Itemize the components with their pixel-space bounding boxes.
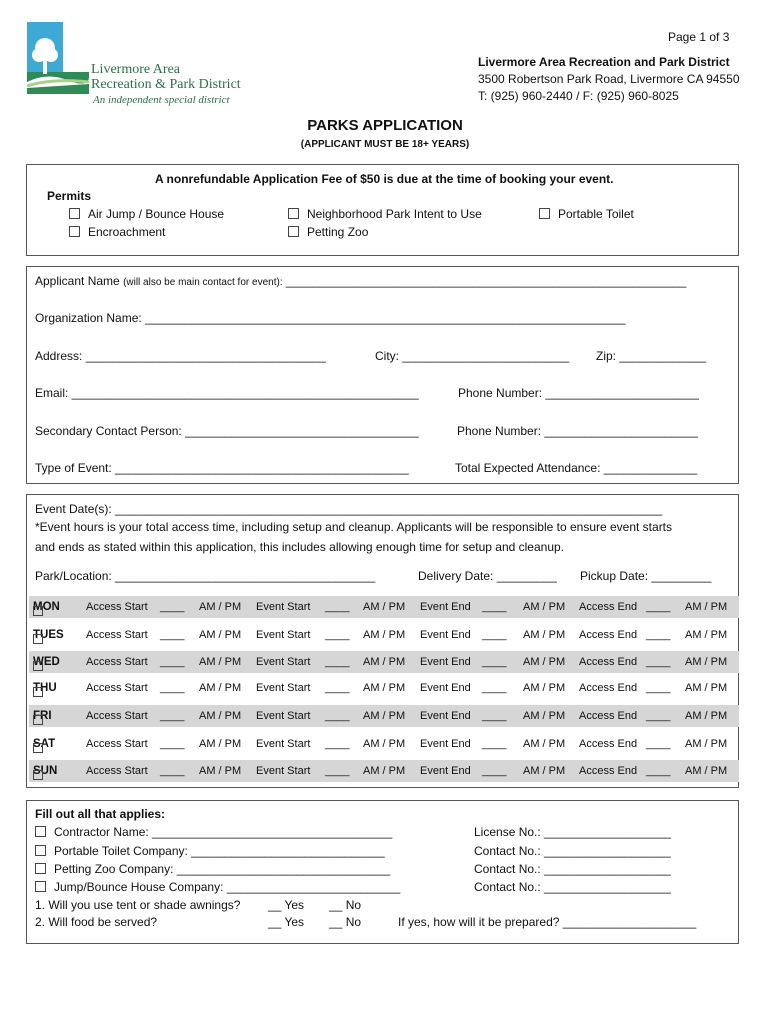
time-label: Event End bbox=[420, 656, 471, 668]
checkbox[interactable] bbox=[35, 863, 46, 874]
day-checkbox-wed[interactable]: WED bbox=[33, 656, 60, 668]
food-prep-field[interactable]: If yes, how will it be prepared? ____________________ bbox=[398, 915, 697, 929]
time-label: Event Start bbox=[256, 601, 311, 613]
schedule-row-mon bbox=[29, 596, 739, 618]
time-label: Event End bbox=[420, 629, 471, 641]
time-blank[interactable]: ____ bbox=[482, 682, 507, 694]
time-label: Access Start bbox=[86, 682, 148, 694]
day-checkbox-mon[interactable]: MON bbox=[33, 601, 60, 613]
time-blank[interactable]: ____ bbox=[160, 629, 185, 641]
attendance-field[interactable]: Total Expected Attendance: ______________ bbox=[455, 461, 698, 475]
page-title: PARKS APPLICATION bbox=[307, 117, 463, 134]
district-name: Livermore Area Recreation and Park District bbox=[478, 55, 730, 69]
time-blank[interactable]: ____ bbox=[646, 710, 671, 722]
time-blank[interactable]: ____ bbox=[646, 682, 671, 694]
ampm-label: AM / PM bbox=[199, 682, 242, 694]
time-label: Access End bbox=[579, 710, 638, 722]
applicant-name-field[interactable]: Applicant Name (will also be main contact for event): ____________________________________________________________ bbox=[35, 274, 687, 288]
question-tent: 1. Will you use tent or shade awnings? bbox=[35, 898, 241, 912]
time-label: Event End bbox=[420, 682, 471, 694]
time-blank[interactable]: ____ bbox=[646, 765, 671, 777]
time-label: Access End bbox=[579, 656, 638, 668]
time-blank[interactable]: ____ bbox=[325, 710, 350, 722]
time-label: Access Start bbox=[86, 710, 148, 722]
time-label: Event End bbox=[420, 738, 471, 750]
pickup-date-field[interactable]: Pickup Date: _________ bbox=[580, 569, 712, 583]
checkbox[interactable] bbox=[69, 208, 80, 219]
ampm-label: AM / PM bbox=[685, 601, 728, 613]
time-label: Event Start bbox=[256, 656, 311, 668]
district-phone: T: (925) 960-2440 / F: (925) 960-8025 bbox=[478, 89, 679, 103]
contractor-field[interactable]: Contractor Name: ____________________________________ bbox=[35, 825, 392, 839]
question-food: 2. Will food be served? bbox=[35, 915, 158, 929]
secondary-contact-field[interactable]: Secondary Contact Person: ___________________________________ bbox=[35, 424, 419, 438]
logo-line1: Livermore Area bbox=[91, 62, 181, 77]
schedule-row-tues bbox=[29, 624, 739, 646]
checkbox[interactable] bbox=[288, 226, 299, 237]
time-blank[interactable]: ____ bbox=[325, 656, 350, 668]
organization-field[interactable]: Organization Name: ________________________________________________________________________ bbox=[35, 311, 626, 325]
time-label: Access Start bbox=[86, 601, 148, 613]
permit-air-jump[interactable]: Air Jump / Bounce House bbox=[69, 207, 224, 221]
logo bbox=[27, 22, 267, 112]
jump-contact-field[interactable]: Contact No.: ___________________ bbox=[474, 880, 671, 894]
city-field[interactable]: City: _________________________ bbox=[375, 349, 570, 363]
time-blank[interactable]: ____ bbox=[325, 601, 350, 613]
time-blank[interactable]: ____ bbox=[160, 682, 185, 694]
checkbox[interactable] bbox=[33, 743, 43, 753]
delivery-date-field[interactable]: Delivery Date: _________ bbox=[418, 569, 557, 583]
checkbox[interactable] bbox=[33, 687, 43, 697]
ampm-label: AM / PM bbox=[685, 629, 728, 641]
zip-field[interactable]: Zip: _____________ bbox=[596, 349, 707, 363]
checkbox[interactable] bbox=[33, 770, 43, 780]
day-checkbox-sun[interactable]: SUN bbox=[33, 765, 57, 777]
time-label: Access End bbox=[579, 601, 638, 613]
ampm-label: AM / PM bbox=[523, 765, 566, 777]
time-label: Access Start bbox=[86, 738, 148, 750]
time-label: Event Start bbox=[256, 682, 311, 694]
secondary-phone-field[interactable]: Phone Number: _______________________ bbox=[457, 424, 698, 438]
fee-notice: A nonrefundable Application Fee of $50 is due at the time of booking your event. bbox=[155, 172, 614, 186]
ampm-label: AM / PM bbox=[199, 601, 242, 613]
checkbox[interactable] bbox=[539, 208, 550, 219]
page-number: Page 1 of 3 bbox=[668, 30, 730, 44]
logo-tree-icon bbox=[27, 22, 89, 94]
page-subtitle: (APPLICANT MUST BE 18+ YEARS) bbox=[300, 139, 470, 150]
hours-note-2: and ends as stated within this application, this includes allowing enough time for setup and cleanup. bbox=[35, 540, 565, 554]
ampm-label: AM / PM bbox=[363, 629, 406, 641]
time-label: Access End bbox=[579, 738, 638, 750]
ampm-label: AM / PM bbox=[363, 601, 406, 613]
checkbox[interactable] bbox=[288, 208, 299, 219]
schedule-row-fri bbox=[29, 705, 739, 727]
permit-portable-toilet[interactable]: Portable Toilet bbox=[539, 207, 634, 221]
toilet-contact-field[interactable]: Contact No.: ___________________ bbox=[474, 844, 671, 858]
time-blank[interactable]: ____ bbox=[325, 629, 350, 641]
time-blank[interactable]: ____ bbox=[325, 682, 350, 694]
checkbox[interactable] bbox=[33, 606, 43, 616]
ampm-label: AM / PM bbox=[363, 656, 406, 668]
ampm-label: AM / PM bbox=[363, 710, 406, 722]
time-blank[interactable]: ____ bbox=[482, 765, 507, 777]
time-blank[interactable]: ____ bbox=[482, 601, 507, 613]
zoo-company-field[interactable]: Petting Zoo Company: ________________________________ bbox=[35, 862, 390, 876]
ampm-label: AM / PM bbox=[685, 765, 728, 777]
checkbox[interactable] bbox=[33, 634, 43, 644]
jump-company-field[interactable]: Jump/Bounce House Company: __________________________ bbox=[35, 880, 400, 894]
time-label: Access Start bbox=[86, 629, 148, 641]
ampm-label: AM / PM bbox=[523, 629, 566, 641]
time-label: Event Start bbox=[256, 710, 311, 722]
day-checkbox-tues[interactable]: TUES bbox=[33, 629, 64, 641]
schedule-row-wed bbox=[29, 651, 739, 673]
checkbox[interactable] bbox=[69, 226, 80, 237]
applicant-section bbox=[26, 266, 739, 484]
time-label: Event End bbox=[420, 601, 471, 613]
time-blank[interactable]: ____ bbox=[482, 629, 507, 641]
time-blank[interactable]: ____ bbox=[482, 738, 507, 750]
time-label: Access End bbox=[579, 629, 638, 641]
time-label: Event End bbox=[420, 710, 471, 722]
permit-encroachment[interactable]: Encroachment bbox=[69, 225, 165, 239]
time-blank[interactable]: ____ bbox=[160, 710, 185, 722]
event-type-field[interactable]: Type of Event: ____________________________________________ bbox=[35, 461, 409, 475]
time-label: Access End bbox=[579, 682, 638, 694]
time-blank[interactable]: ____ bbox=[160, 765, 185, 777]
time-label: Event End bbox=[420, 765, 471, 777]
time-label: Event Start bbox=[256, 738, 311, 750]
ampm-label: AM / PM bbox=[363, 738, 406, 750]
ampm-label: AM / PM bbox=[523, 738, 566, 750]
food-yes[interactable]: __ Yes bbox=[268, 915, 305, 929]
food-no[interactable]: __ No bbox=[329, 915, 362, 929]
day-checkbox-sat[interactable]: SAT bbox=[33, 738, 55, 750]
ampm-label: AM / PM bbox=[523, 601, 566, 613]
ampm-label: AM / PM bbox=[523, 682, 566, 694]
logo-tagline: An independent special district bbox=[93, 94, 230, 106]
vendor-heading: Fill out all that applies: bbox=[35, 807, 166, 821]
time-blank[interactable]: ____ bbox=[482, 656, 507, 668]
tent-no[interactable]: __ No bbox=[329, 898, 362, 912]
time-label: Access Start bbox=[86, 765, 148, 777]
ampm-label: AM / PM bbox=[363, 682, 406, 694]
time-blank[interactable]: ____ bbox=[325, 738, 350, 750]
ampm-label: AM / PM bbox=[523, 710, 566, 722]
checkbox[interactable] bbox=[33, 715, 43, 725]
ampm-label: AM / PM bbox=[199, 765, 242, 777]
tent-yes[interactable]: __ Yes bbox=[268, 898, 305, 912]
address-field[interactable]: Address: ____________________________________ bbox=[35, 349, 326, 363]
park-location-field[interactable]: Park/Location: _______________________________________ bbox=[35, 569, 376, 583]
time-label: Access Start bbox=[86, 656, 148, 668]
toilet-company-field[interactable]: Portable Toilet Company: _____________________________ bbox=[35, 844, 385, 858]
ampm-label: AM / PM bbox=[199, 629, 242, 641]
permits-heading: Permits bbox=[47, 189, 92, 203]
checkbox[interactable] bbox=[35, 845, 46, 856]
district-address: 3500 Robertson Park Road, Livermore CA 94550 bbox=[478, 72, 740, 86]
time-blank[interactable]: ____ bbox=[160, 656, 185, 668]
checkbox[interactable] bbox=[35, 881, 46, 892]
ampm-label: AM / PM bbox=[363, 765, 406, 777]
day-checkbox-thu[interactable]: THU bbox=[33, 682, 57, 694]
schedule-row-sat bbox=[29, 733, 739, 755]
time-label: Event Start bbox=[256, 765, 311, 777]
day-checkbox-fri[interactable]: FRI bbox=[33, 710, 52, 722]
license-field[interactable]: License No.: ___________________ bbox=[474, 825, 671, 839]
ampm-label: AM / PM bbox=[685, 710, 728, 722]
time-blank[interactable]: ____ bbox=[160, 738, 185, 750]
time-blank[interactable]: ____ bbox=[482, 710, 507, 722]
time-label: Access End bbox=[579, 765, 638, 777]
ampm-label: AM / PM bbox=[199, 656, 242, 668]
time-blank[interactable]: ____ bbox=[646, 601, 671, 613]
ampm-label: AM / PM bbox=[199, 738, 242, 750]
event-dates-field[interactable]: Event Date(s): __________________________________________________________________________________ bbox=[35, 502, 663, 516]
email-field[interactable]: Email: ____________________________________________________ bbox=[35, 386, 419, 400]
schedule-row-sun bbox=[29, 760, 739, 782]
ampm-label: AM / PM bbox=[685, 738, 728, 750]
permit-neighborhood-park[interactable]: Neighborhood Park Intent to Use bbox=[288, 207, 482, 221]
hours-note-1: *Event hours is your total access time, including setup and cleanup. Applicants will be responsible to ensure event starts bbox=[35, 520, 673, 534]
phone-field[interactable]: Phone Number: _______________________ bbox=[458, 386, 699, 400]
permit-petting-zoo[interactable]: Petting Zoo bbox=[288, 225, 368, 239]
time-blank[interactable]: ____ bbox=[646, 656, 671, 668]
time-blank[interactable]: ____ bbox=[160, 601, 185, 613]
schedule-row-thu bbox=[29, 677, 739, 699]
ampm-label: AM / PM bbox=[523, 656, 566, 668]
ampm-label: AM / PM bbox=[685, 682, 728, 694]
time-blank[interactable]: ____ bbox=[646, 738, 671, 750]
ampm-label: AM / PM bbox=[685, 656, 728, 668]
checkbox[interactable] bbox=[33, 661, 43, 671]
time-blank[interactable]: ____ bbox=[646, 629, 671, 641]
zoo-contact-field[interactable]: Contact No.: ___________________ bbox=[474, 862, 671, 876]
time-label: Event Start bbox=[256, 629, 311, 641]
logo-line2: Recreation & Park District bbox=[91, 77, 241, 92]
ampm-label: AM / PM bbox=[199, 710, 242, 722]
time-blank[interactable]: ____ bbox=[325, 765, 350, 777]
checkbox[interactable] bbox=[35, 826, 46, 837]
